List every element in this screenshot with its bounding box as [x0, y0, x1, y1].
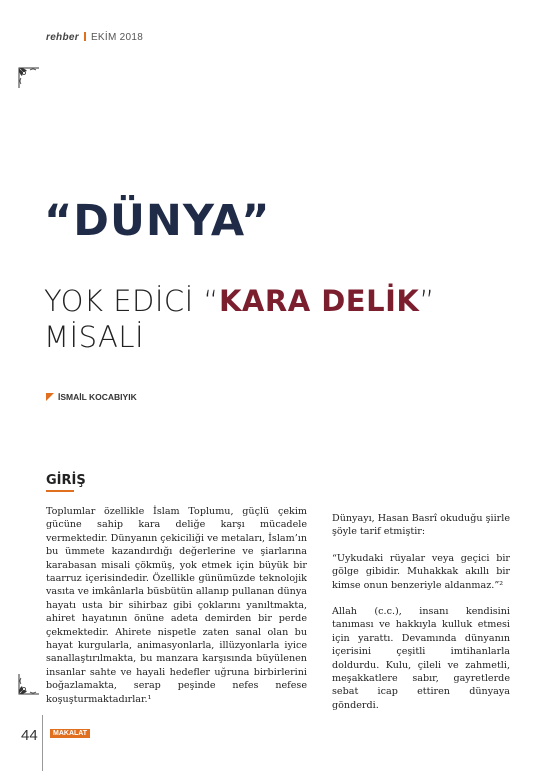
body-column-left [46, 505, 307, 719]
quote-paragraph: “Uykudaki rüyalar veya geçici bir gölge gibidir. Muhakkak akıllı bir kimse onun benzeriyle aldanmaz.”² [332, 552, 510, 591]
footer-divider [42, 715, 43, 771]
author-name: İSMAİL KOCABIYIK [58, 392, 137, 402]
triangle-marker-icon [46, 393, 54, 401]
page-number: 44 [21, 727, 38, 744]
body-column-right [332, 512, 510, 725]
article-title: “DÜNYA” [44, 196, 271, 246]
subtitle-accent: KARA DELİK [218, 284, 420, 318]
corner-ornament-bottom-icon [16, 672, 42, 698]
issue-date: EKİM 2018 [90, 32, 144, 43]
paragraph: Dünyayı, Hasan Basrî okuduğu şiirle şöyle tarif etmiştir: [332, 513, 510, 538]
section-heading: GİRİŞ [46, 473, 86, 488]
paragraph: Toplumlar özellikle İslam Toplumu, güçlü çekim gücüne sahip kara deliğe karşı mücadele vermektedir. Dünyanın çekiciliği ve metaları, İslam’ın bu ümmete kazandırdığı değerlerine ve şiarlarına karabasan misali çökmüş, yok etmek için büyük bir taarruz içerisindedir. Özellikle günümüzde teknolojik vasıta ve imkânlarla büsbütün allanıp pullanan dünya hayatı usta bir sihirbaz gibi çoklarını yanıltmakta, ahiret hayatının önüne adeta demirden bir perde çekmektedir. Ahirete nispetle zaten sanal olan bu hayat kurgularla, animasyonlarla, illüzyonlarla iyice sanallaştırılmakta, bu manzara karşısında büyülenen insanlar sahte ve hayali hedefler uğruna birbirlerini boğazlamakta, serap peşinde nefes nefese koşuşturmaktadırlar.¹ [46, 506, 308, 705]
brand-logo: rehber [46, 32, 79, 43]
article-subtitle [44, 283, 435, 355]
header-separator [84, 32, 86, 41]
running-header [46, 32, 143, 43]
subtitle-suffix: ” [419, 284, 435, 318]
subtitle-line2: MİSALİ [44, 320, 145, 354]
section-tag: MAKALAT [50, 729, 90, 738]
section-underline [46, 490, 74, 492]
author-byline [46, 392, 137, 402]
corner-ornament-top-icon [16, 64, 42, 90]
paragraph: Allah (c.c.), insanı kendisini tanıması ve hakkıyla kulluk etmesi için yarattı. Devamında dünyanın içerisini çeşitli imtihanlarla doldurdu. Kulu, çileli ve zahmetli, meşakkatlere sabır, gayretlerde sebat icap ettiren dünyaya gönderdi. [332, 606, 510, 711]
subtitle-prefix: YOK EDİCİ “ [44, 284, 219, 318]
